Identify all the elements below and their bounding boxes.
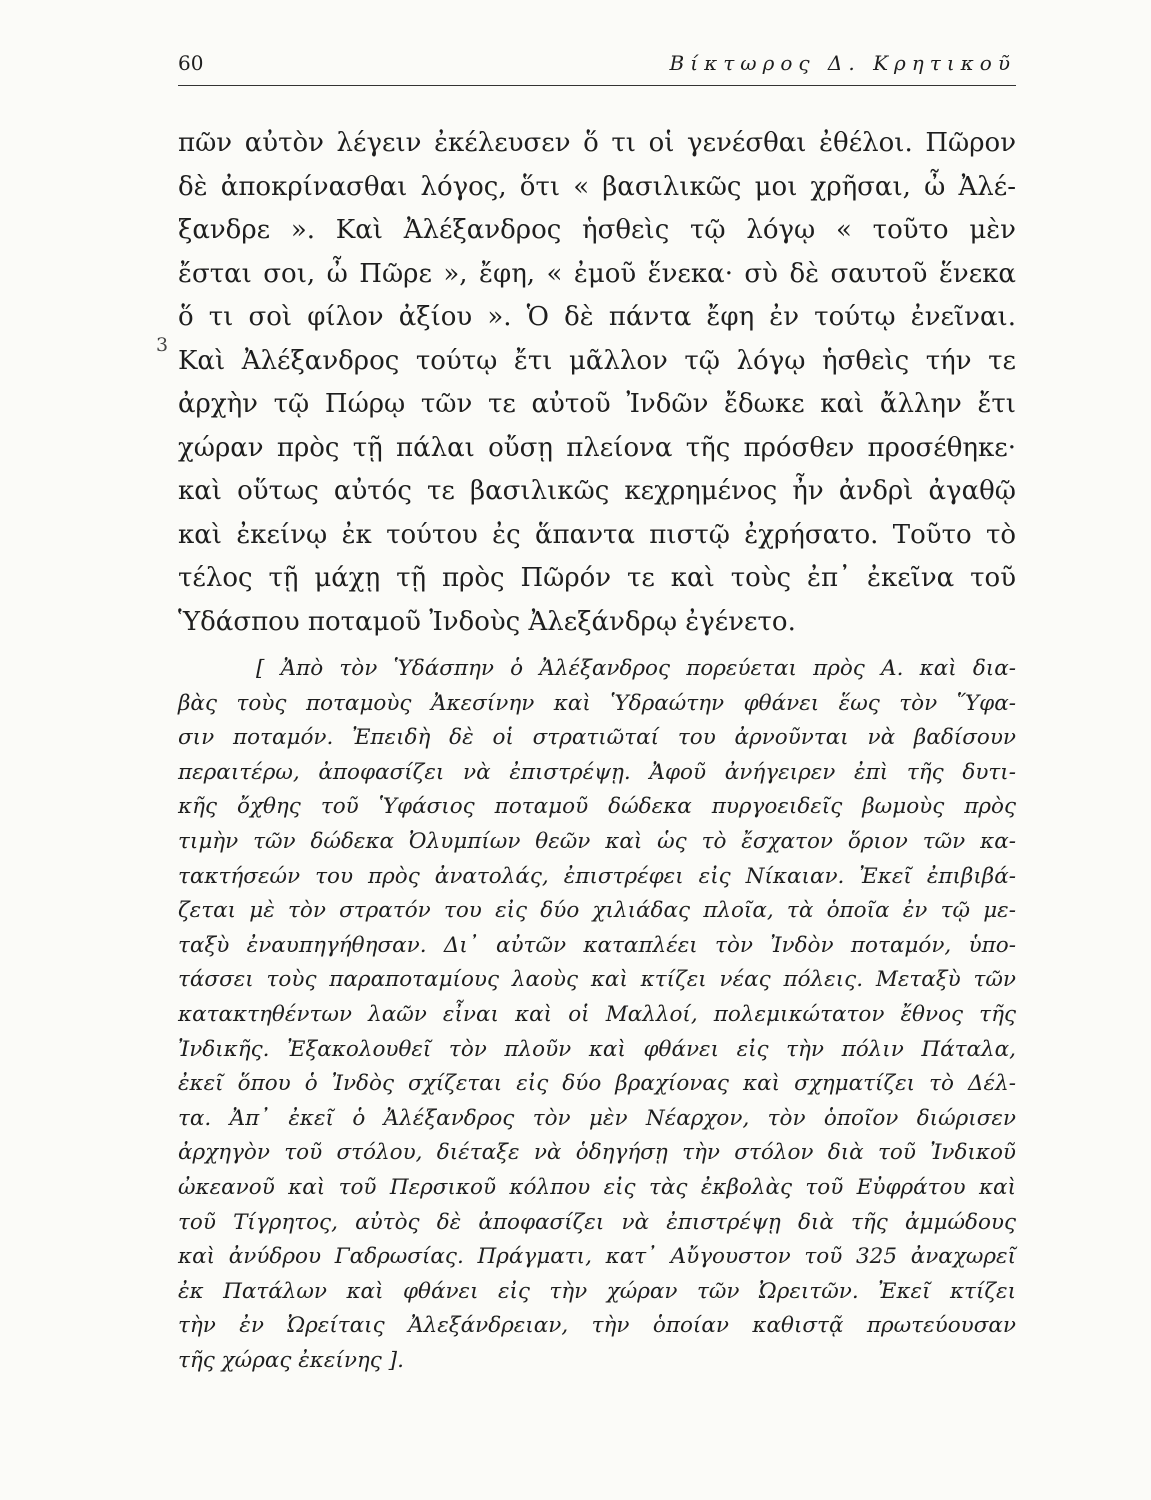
page-number: 60 <box>178 51 204 75</box>
text-line: πῶν αὐτὸν λέγειν ἐκέλευσεν ὅ τι οἱ γενέσθαι ἐθέλοι. Πῶρον <box>178 128 1016 158</box>
note-line: περαιτέρω, ἀποφασίζει νὰ ἐπιστρέψῃ. Ἀφοῦ ἀνήγειρεν ἐπὶ τῆς δυτι- <box>178 759 1016 785</box>
text-line: τέλος τῇ μάχῃ τῇ πρὸς Πῶρόν τε καὶ τοὺς ἐπ᾽ ἐκεῖνα τοῦ <box>178 563 1016 593</box>
note-line: τα. Ἀπ᾽ ἐκεῖ ὁ Ἀλέξανδρος τὸν μὲν Νέαρχον, τὸν ὁποῖον διώρισεν <box>178 1105 1016 1131</box>
text-line: ὅ τι σοὶ φίλον ἀξίου ». Ὁ δὲ πάντα ἔφη ἐν τούτῳ ἐνεῖναι. <box>178 302 1016 332</box>
note-line: τοῦ Τίγρητος, αὐτὸς δὲ ἀποφασίζει νὰ ἐπιστρέψῃ διὰ τῆς ἀμμώδους <box>178 1209 1016 1235</box>
note-line: [ Ἀπὸ τὸν Ὑδάσπην ὁ Ἀλέξανδρος πορεύεται πρὸς Α. καὶ δια- <box>256 656 1016 681</box>
running-head: Βίκτωρος Δ. Κρητικοῦ <box>669 51 1016 75</box>
main-greek-text <box>178 122 1016 644</box>
note-line: ἐκ Πατάλων καὶ φθάνει εἰς τὴν χώραν τῶν Ὠρειτῶν. Ἐκεῖ κτίζει <box>178 1278 1016 1304</box>
note-line: βὰς τοὺς ποταμοὺς Ἀκεσίνην καὶ Ὑδραώτην φθάνει ἕως τὸν Ὕφα- <box>178 690 1016 716</box>
text-line: καὶ οὕτως αὐτός τε βασιλικῶς κεχρημένος ἦν ἀνδρὶ ἀγαθῷ <box>178 476 1016 506</box>
section-margin-number: 3 <box>156 334 169 356</box>
note-line: τὴν ἐν Ὠρείταις Ἀλεξάνδρειαν, τὴν ὁποίαν καθιστᾷ πρωτεύουσαν <box>178 1313 1016 1339</box>
note-line: ὠκεανοῦ καὶ τοῦ Περσικοῦ κόλπου εἰς τὰς ἐκβολὰς τοῦ Εὐφράτου καὶ <box>178 1174 1016 1200</box>
note-line: καὶ ἀνύδρου Γαδρωσίας. Πράγματι, κατ᾽ Αὔγουστον τοῦ 325 ἀναχωρεῖ <box>178 1244 1016 1270</box>
text-line: Καὶ Ἀλέξανδρος τούτῳ ἔτι μᾶλλον τῷ λόγῳ ἡσθεὶς τήν τε <box>178 345 1016 376</box>
text-line: ἀρχὴν τῷ Πώρῳ τῶν τε αὐτοῦ Ἰνδῶν ἔδωκε καὶ ἄλλην ἔτι <box>178 389 1016 419</box>
note-line: ταξὺ ἐναυπηγήθησαν. Δι᾽ αὐτῶν καταπλέει τὸν Ἰνδὸν ποταμόν, ὑπο- <box>178 932 1016 958</box>
text-line: ἔσται σοι, ὦ Πῶρε », ἔφη, « ἐμοῦ ἕνεκα· σὺ δὲ σαυτοῦ ἕνεκα <box>178 258 1016 289</box>
editorial-note <box>178 652 1016 1378</box>
text-line: Ὑδάσπου ποταμοῦ Ἰνδοὺς Ἀλεξάνδρῳ ἐγένετο. <box>178 606 796 637</box>
header-rule <box>178 85 1016 86</box>
note-line: κῆς ὄχθης τοῦ Ὑφάσιος ποταμοῦ δώδεκα πυργοειδεῖς βωμοὺς πρὸς <box>178 794 1016 820</box>
text-line: καὶ ἐκείνῳ ἐκ τούτου ἐς ἅπαντα πιστῷ ἐχρήσατο. Τοῦτο τὸ <box>178 519 1016 550</box>
note-line: τιμὴν τῶν δώδεκα Ὀλυμπίων θεῶν καὶ ὡς τὸ ἔσχατον ὅριον τῶν κα- <box>178 828 1016 854</box>
text-line: δὲ ἀποκρίνασθαι λόγος, ὅτι « βασιλικῶς μοι χρῆσαι, ὦ Ἀλέ- <box>178 171 1016 202</box>
note-line: ἀρχηγὸν τοῦ στόλου, διέταξε νὰ ὁδηγήσῃ τὴν στόλον διὰ τοῦ Ἰνδικοῦ <box>178 1140 1016 1166</box>
note-line: Ἰνδικῆς. Ἐξακολουθεῖ τὸν πλοῦν καὶ φθάνει εἰς τὴν πόλιν Πάταλα, <box>178 1036 1016 1062</box>
note-line: ζεται μὲ τὸν στρατόν του εἰς δύο χιλιάδας πλοῖα, τὰ ὁποῖα ἐν τῷ με- <box>178 898 1016 924</box>
note-line: σιν ποταμόν. Ἐπειδὴ δὲ οἱ στρατιῶταί του ἀρνοῦνται νὰ βαδίσουν <box>178 725 1016 751</box>
note-line: τακτήσεών του πρὸς ἀνατολάς, ἐπιστρέφει εἰς Νίκαιαν. Ἐκεῖ ἐπιβιβά- <box>178 863 1016 889</box>
note-line: τῆς χώρας ἐκείνης ]. <box>178 1347 404 1373</box>
note-line: ἐκεῖ ὅπου ὁ Ἰνδὸς σχίζεται εἰς δύο βραχίονας καὶ σχηματίζει τὸ Δέλ- <box>178 1071 1016 1097</box>
note-line: κατακτηθέντων λαῶν εἶναι καὶ οἱ Μαλλοί, πολεμικώτατον ἔθνος τῆς <box>178 1001 1016 1027</box>
note-line: τάσσει τοὺς παραποταμίους λαοὺς καὶ κτίζει νέας πόλεις. Μεταξὺ τῶν <box>178 967 1016 993</box>
page-header <box>178 50 1016 80</box>
text-line: ξανδρε ». Καὶ Ἀλέξανδρος ἡσθεὶς τῷ λόγῳ « τοῦτο μὲν <box>178 215 1016 245</box>
text-line: χώραν πρὸς τῇ πάλαι οὔσῃ πλείονα τῆς πρόσθεν προσέθηκε· <box>178 432 1016 463</box>
